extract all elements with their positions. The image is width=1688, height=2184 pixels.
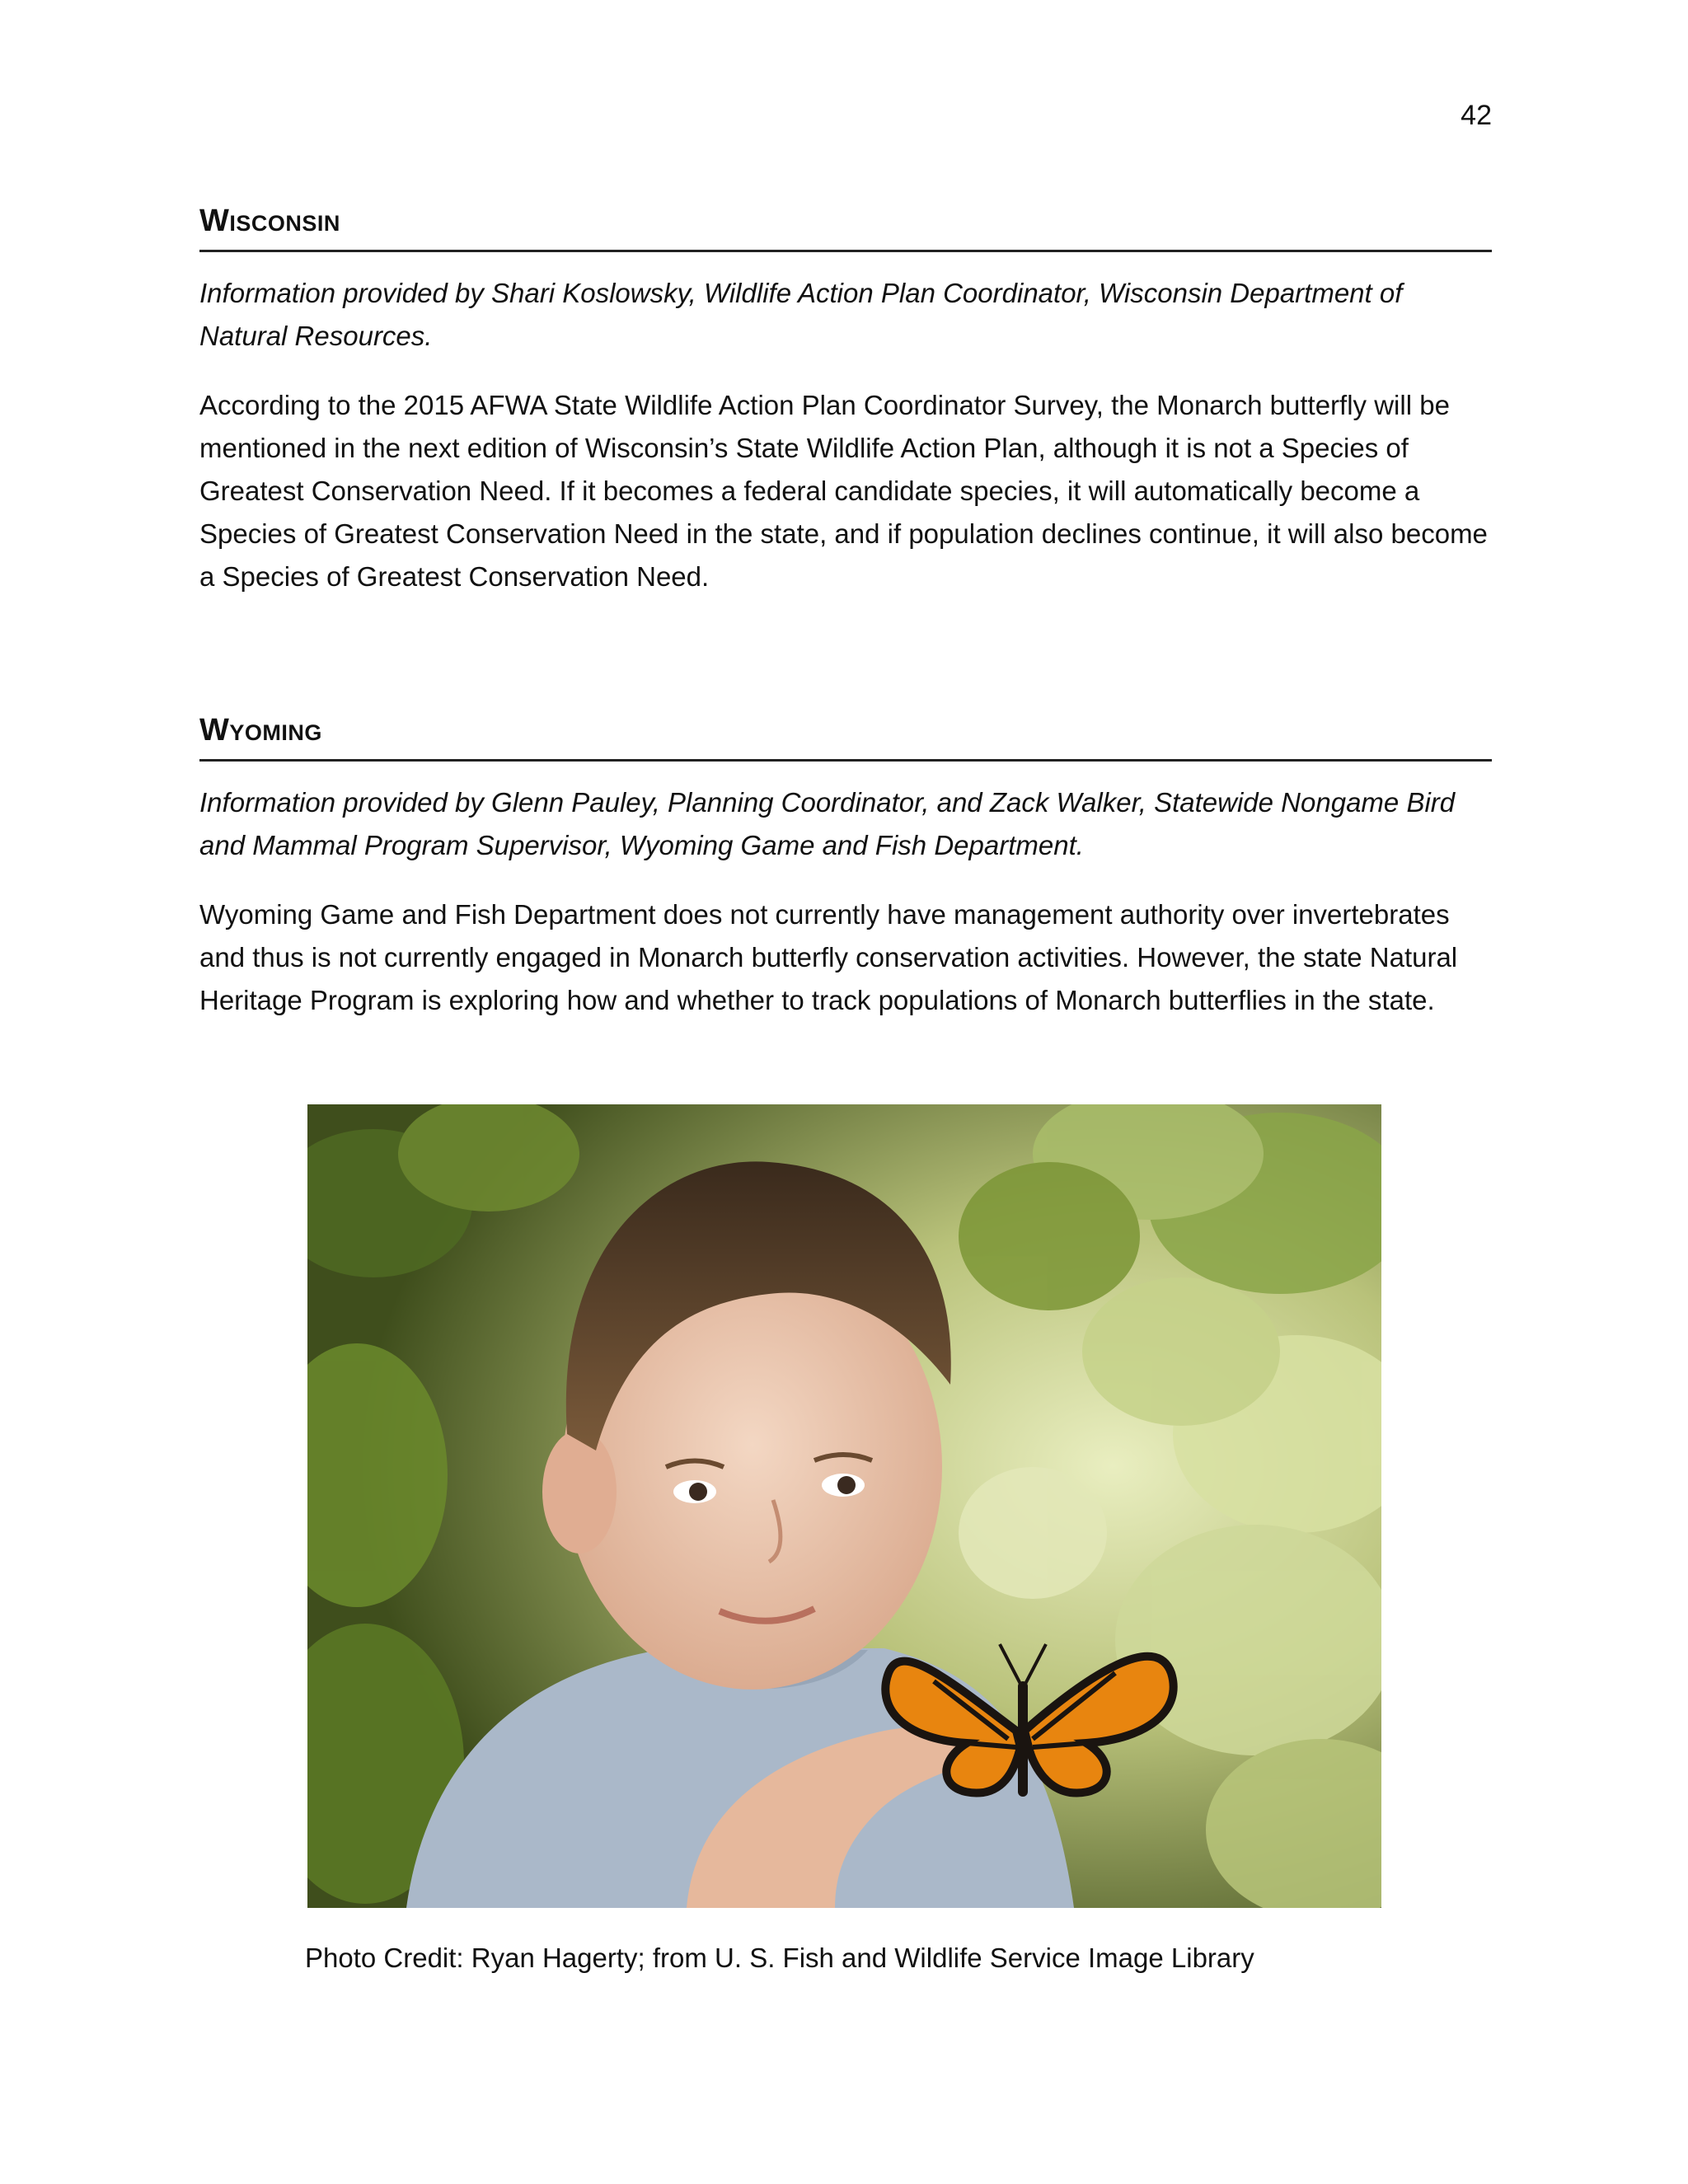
section-heading-wisconsin: Wisconsin: [199, 202, 1492, 252]
page-number: 42: [1461, 100, 1492, 131]
photo-boy-with-monarch-butterfly: [307, 1104, 1381, 1908]
photo-caption: Photo Credit: Ryan Hagerty; from U. S. Fish and Wildlife Service Image Library: [305, 1943, 1254, 1973]
photo-illustration: [307, 1104, 1381, 1908]
body-paragraph-wyoming: Wyoming Game and Fish Department does not currently have management authority over invertebrates and thus is not currently engaged in Monarch butterfly conservation activities. However, the state Natural Heritage Program is exploring how and whether to track populations of Monarch butterflies in the state.: [199, 899, 1458, 1015]
section-wisconsin: [196, 202, 1495, 598]
section-heading-wyoming: Wyoming: [199, 711, 1492, 762]
section-wyoming: [196, 711, 1495, 1022]
body-paragraph-wisconsin: According to the 2015 AFWA State Wildlife Action Plan Coordinator Survey, the Monarch butterfly will be mentioned in the next edition of Wisconsin’s State Wildlife Action Plan, although it is not a Species of Greatest Conservation Need. If it becomes a federal candidate species, it will automatically become a Species of Greatest Conservation Need in the state, and if population declines continue, it will also become a Species of Greatest Conservation Need.: [199, 390, 1488, 592]
attribution-wyoming: Information provided by Glenn Pauley, Planning Coordinator, and Zack Walker, Statewide Nongame Bird and Mammal Program Supervisor, Wyoming Game and Fish Department.: [199, 787, 1456, 860]
attribution-wisconsin: Information provided by Shari Koslowsky, Wildlife Action Plan Coordinator, Wisconsin Department of Natural Resources.: [199, 278, 1403, 351]
